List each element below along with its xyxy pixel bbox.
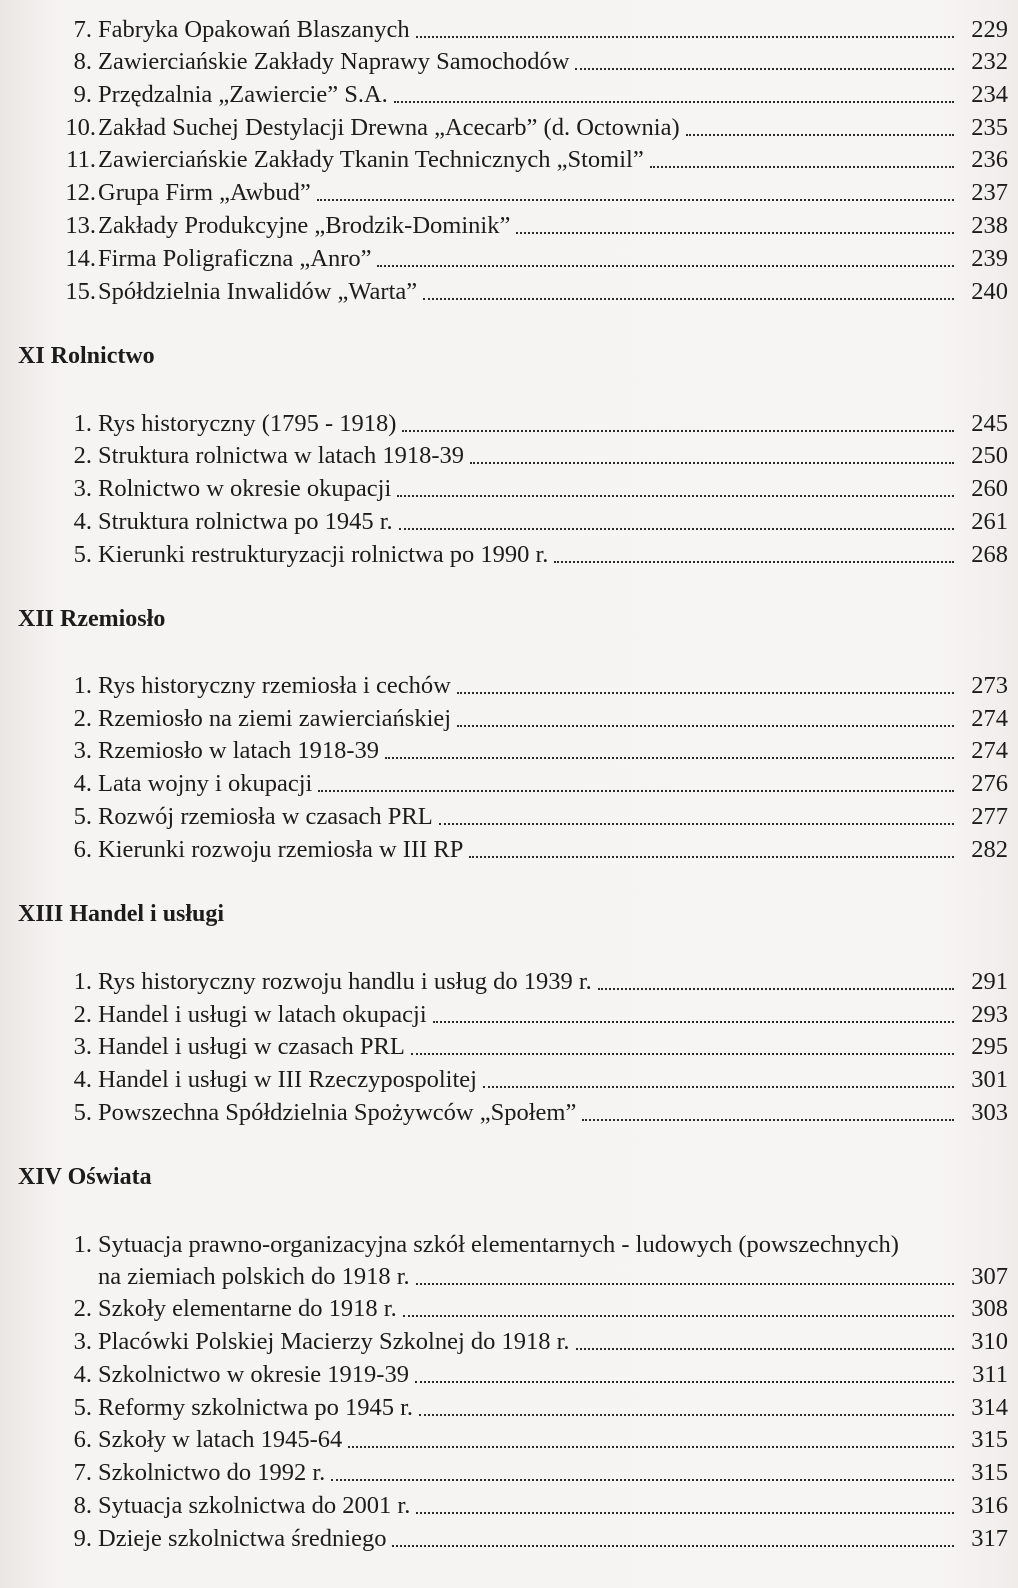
entry-title: Zakłady Produkcyjne „Brodzik-Dominik” [98, 212, 511, 239]
entry-number: 6. [73, 1426, 92, 1453]
toc-entry [52, 1359, 1008, 1391]
entry-title: Rzemiosło w latach 1918-39 [98, 737, 380, 764]
toc-entry [52, 703, 1008, 735]
entry-page: 268 [971, 541, 1008, 568]
toc-entry [52, 1293, 1008, 1325]
leader-dots [575, 68, 954, 70]
toc-entry [52, 408, 1008, 440]
leader-dots [397, 495, 954, 497]
toc-entry [52, 670, 1008, 702]
entry-title: Handel i usługi w latach okupacji [98, 1001, 427, 1028]
entry-title: Fabryka Opakowań Blaszanych [98, 16, 410, 43]
entry-title: Zawierciańskie Zakłady Tkanin Technicznych „Stomil” [98, 146, 644, 173]
toc-entry [52, 1229, 1008, 1293]
entry-number: 13. [65, 212, 96, 239]
entry-number: 5. [73, 541, 92, 568]
leader-dots [423, 298, 954, 300]
leader-dots [318, 790, 954, 792]
entry-page: 274 [971, 737, 1008, 764]
toc-entry [52, 14, 1008, 46]
leader-dots [469, 856, 954, 858]
entry-title: Handel i usługi w czasach PRL [98, 1033, 405, 1060]
entry-number: 9. [73, 1525, 92, 1552]
leader-dots [582, 1119, 954, 1121]
entry-page: 291 [971, 968, 1008, 995]
leader-dots [377, 265, 954, 267]
toc-entry [52, 966, 1008, 998]
entry-number: 3. [73, 475, 92, 502]
toc-entry [52, 768, 1008, 800]
entry-page: 250 [971, 442, 1008, 469]
entry-number: 5. [73, 1394, 92, 1421]
leader-dots [516, 232, 954, 234]
entry-number: 4. [73, 508, 92, 535]
section-title: XI Rolnictwo [18, 343, 155, 369]
entry-number: 14. [65, 245, 96, 272]
leader-dots [419, 1414, 954, 1416]
entry-page: 239 [971, 245, 1008, 272]
entry-number: 4. [73, 1361, 92, 1388]
entry-page: 232 [971, 48, 1008, 75]
leader-dots [686, 134, 954, 136]
leader-dots [403, 1315, 954, 1317]
entry-number: 8. [73, 48, 92, 75]
leader-dots [394, 101, 954, 103]
leader-dots [415, 1381, 954, 1383]
entry-title: Dzieje szkolnictwa średniego [98, 1525, 387, 1552]
leader-dots [392, 1545, 954, 1547]
entry-page: 311 [972, 1361, 1008, 1388]
toc-entry [52, 1424, 1008, 1456]
entry-number: 1. [73, 1231, 92, 1258]
entry-number: 7. [73, 1459, 92, 1486]
entry-title: Przędzalnia „Zawiercie” S.A. [98, 81, 388, 108]
entry-title: Zawierciańskie Zakłady Naprawy Samochodów [98, 48, 570, 75]
toc-entry [52, 1326, 1008, 1358]
toc-entry [52, 210, 1008, 242]
entry-page: 277 [971, 803, 1008, 830]
entry-page: 229 [971, 16, 1008, 43]
leader-dots [416, 36, 954, 38]
entry-title: Placówki Polskiej Macierzy Szkolnej do 1918 r. [98, 1328, 570, 1355]
entry-title: Zakład Suchej Destylacji Drewna „Acecarb” (d. Octownia) [98, 114, 680, 141]
entry-number: 6. [73, 836, 92, 863]
entry-page: 261 [971, 508, 1008, 535]
entry-number: 2. [73, 442, 92, 469]
entry-page: 315 [971, 1426, 1008, 1453]
entry-title: Szkolnictwo w okresie 1919-39 [98, 1361, 409, 1388]
toc-entry [52, 46, 1008, 78]
entry-page: 238 [971, 212, 1008, 239]
entry-title: Spółdzielnia Inwalidów „Warta” [98, 278, 418, 305]
section-title: XIII Handel i usługi [18, 901, 225, 927]
leader-dots [433, 1021, 954, 1023]
entry-number: 10. [65, 114, 96, 141]
entry-page: 234 [971, 81, 1008, 108]
leader-dots [385, 757, 954, 759]
entry-number: 11. [66, 146, 96, 173]
leader-dots [576, 1348, 954, 1350]
entry-number: 4. [73, 1066, 92, 1093]
entry-title: Sytuacja szkolnictwa do 2001 r. [98, 1492, 411, 1519]
leader-dots [399, 528, 954, 530]
toc-entry [52, 473, 1008, 505]
entry-number: 4. [73, 770, 92, 797]
toc-entry [52, 1031, 1008, 1063]
entry-number: 2. [73, 1295, 92, 1322]
entry-page: 237 [971, 179, 1008, 206]
toc-entry [52, 243, 1008, 275]
entry-page: 276 [971, 770, 1008, 797]
entry-title: Grupa Firm „Awbud” [98, 179, 311, 206]
leader-dots [439, 823, 954, 825]
entry-page: 316 [971, 1492, 1008, 1519]
entry-title: Rolnictwo w okresie okupacji [98, 475, 392, 502]
entry-title: Firma Poligraficzna „Anro” [98, 245, 372, 272]
toc-entry [52, 1097, 1008, 1129]
leader-dots [598, 988, 954, 990]
entry-number: 1. [73, 968, 92, 995]
entry-number: 1. [73, 672, 92, 699]
entry-page: 293 [971, 1001, 1008, 1028]
entry-title-continued: na ziemiach polskich do 1918 r. [98, 1263, 410, 1290]
entry-title: Lata wojny i okupacji [98, 770, 313, 797]
entry-number: 5. [73, 803, 92, 830]
leader-dots [650, 166, 954, 168]
leader-dots [457, 692, 954, 694]
toc-entry [52, 801, 1008, 833]
toc-entry [52, 506, 1008, 538]
entry-page: 240 [971, 278, 1008, 305]
entry-title: Rozwój rzemiosła w czasach PRL [98, 803, 433, 830]
entry-number: 2. [73, 705, 92, 732]
entry-page: 308 [971, 1295, 1008, 1322]
entry-page: 307 [971, 1263, 1008, 1290]
entry-page: 260 [971, 475, 1008, 502]
entry-title: Rys historyczny rozwoju handlu i usług do 1939 r. [98, 968, 592, 995]
section-title: XIV Oświata [18, 1164, 152, 1190]
leader-dots [411, 1053, 954, 1055]
entry-title: Struktura rolnictwa w latach 1918-39 [98, 442, 465, 469]
entry-number: 3. [73, 1033, 92, 1060]
entry-page: 315 [971, 1459, 1008, 1486]
toc-entry [52, 177, 1008, 209]
entry-title: Rys historyczny rzemiosła i cechów [98, 672, 451, 699]
entry-page: 282 [971, 836, 1008, 863]
entry-page: 303 [971, 1099, 1008, 1126]
leader-dots [402, 430, 954, 432]
leader-dots [416, 1283, 954, 1285]
section-title: XII Rzemiosło [18, 606, 166, 632]
entry-page: 317 [971, 1525, 1008, 1552]
entry-number: 12. [65, 179, 96, 206]
entry-title: Sytuacja prawno-organizacyjna szkół elementarnych - ludowych (powszechnych) [98, 1231, 899, 1258]
entry-title: Rzemiosło na ziemi zawierciańskiej [98, 705, 452, 732]
toc-entry [52, 1523, 1008, 1555]
entry-page: 236 [971, 146, 1008, 173]
leader-dots [416, 1512, 954, 1514]
toc-entry [52, 79, 1008, 111]
entry-title: Kierunki rozwoju rzemiosła w III RP [98, 836, 464, 863]
entry-page: 301 [971, 1066, 1008, 1093]
entry-title: Szkoły elementarne do 1918 r. [98, 1295, 397, 1322]
entry-title: Szkoły w latach 1945-64 [98, 1426, 343, 1453]
entry-page: 235 [971, 114, 1008, 141]
toc-entry [52, 834, 1008, 866]
entry-number: 2. [73, 1001, 92, 1028]
entry-number: 3. [73, 1328, 92, 1355]
leader-dots [317, 199, 954, 201]
entry-page: 314 [971, 1394, 1008, 1421]
toc-entry [52, 539, 1008, 571]
entry-number: 3. [73, 737, 92, 764]
entry-title: Struktura rolnictwa po 1945 r. [98, 508, 393, 535]
entry-number: 8. [73, 1492, 92, 1519]
toc-entry [52, 999, 1008, 1031]
entry-number: 15. [65, 278, 96, 305]
toc-entry [52, 1490, 1008, 1522]
toc-entry [52, 112, 1008, 144]
entry-page: 310 [971, 1328, 1008, 1355]
toc-entry [52, 440, 1008, 472]
toc-entry [52, 1392, 1008, 1424]
toc-entry [52, 1064, 1008, 1096]
entry-number: 1. [73, 410, 92, 437]
entry-page: 274 [971, 705, 1008, 732]
entry-title: Powszechna Spółdzielnia Spożywców „Społem” [98, 1099, 577, 1126]
entry-title: Rys historyczny (1795 - 1918) [98, 410, 397, 437]
entry-title: Reformy szkolnictwa po 1945 r. [98, 1394, 414, 1421]
entry-title: Kierunki restrukturyzacji rolnictwa po 1990 r. [98, 541, 549, 568]
entry-number: 9. [73, 81, 92, 108]
entry-page: 295 [971, 1033, 1008, 1060]
toc-entry [52, 276, 1008, 308]
entry-page: 245 [971, 410, 1008, 437]
toc-entry [52, 144, 1008, 176]
leader-dots [483, 1086, 954, 1088]
toc-entry [52, 735, 1008, 767]
entry-number: 5. [73, 1099, 92, 1126]
entry-number: 7. [73, 16, 92, 43]
entry-title: Handel i usługi w III Rzeczypospolitej [98, 1066, 477, 1093]
leader-dots [554, 561, 954, 563]
leader-dots [457, 725, 954, 727]
entry-title: Szkolnictwo do 1992 r. [98, 1459, 326, 1486]
toc-entry [52, 1457, 1008, 1489]
entry-page: 273 [971, 672, 1008, 699]
leader-dots [470, 462, 954, 464]
leader-dots [331, 1479, 954, 1481]
leader-dots [348, 1446, 954, 1448]
